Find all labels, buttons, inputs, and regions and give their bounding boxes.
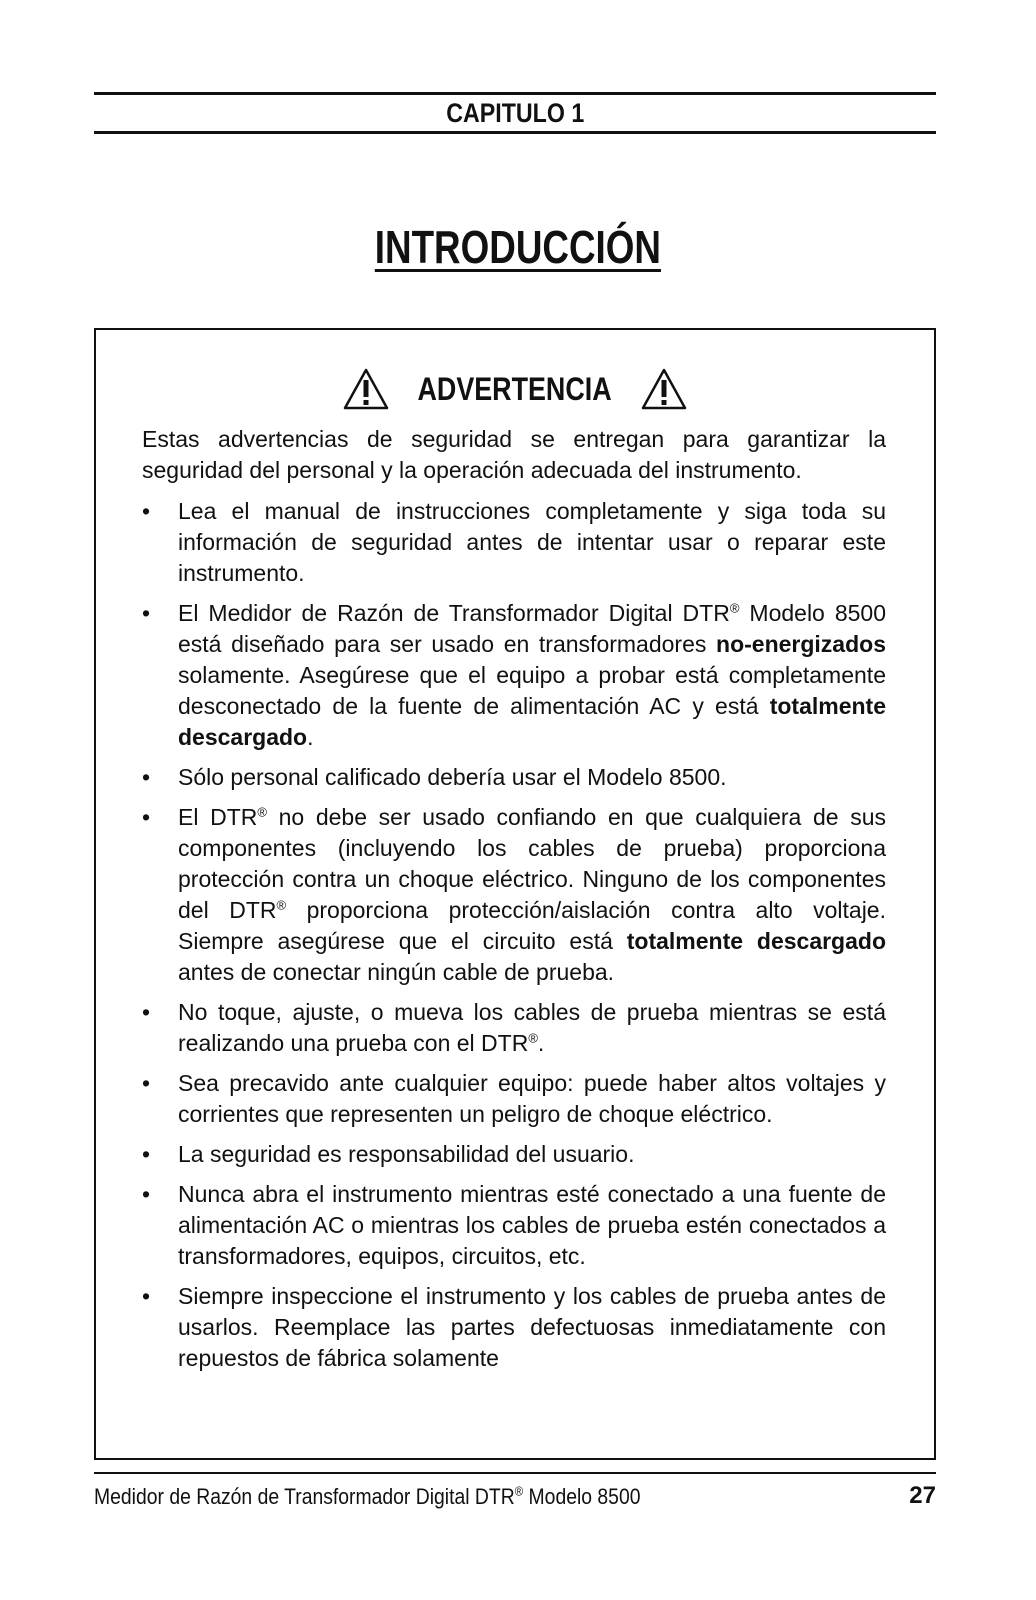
emphasis-text: totalmente descargado [626,928,886,954]
warning-heading: ADVERTENCIA [417,370,613,407]
bullet-icon: • [142,1141,151,1167]
footer-title: Medidor de Razón de Transformador Digital DTR® Modelo 8500 [94,1483,641,1509]
emphasis-text: no-energizados [716,631,886,657]
registered-mark: ® [729,600,740,616]
warning-intro: Estas advertencias de seguridad se entregan para garantizar la seguridad del personal y la operación adecuada del instrumento. [142,426,886,483]
page-footer [94,1472,936,1516]
list-item: • Siempre inspeccione el instrumento y los cables de prueba antes de usarlos. Reemplace las partes defectuosas inmediatamente con repuestos de fábrica solamente [142,1283,886,1371]
warning-content [142,424,886,1383]
bullet-icon: • [142,804,151,830]
list-item: • Lea el manual de instrucciones completamente y siga toda su información de seguridad antes de intentar usar o reparar este instrumento. [142,498,886,586]
page-title-text: INTRODUCCIÓN [374,221,662,273]
list-item: • La seguridad es responsabilidad del usuario. [142,1139,886,1170]
list-item: • Sea precavido ante cualquier equipo: puede haber altos voltajes y corrientes que representen un peligro de choque eléctrico. [142,1070,886,1127]
warning-box [94,328,936,1460]
bullet-icon: • [142,1070,151,1096]
list-item: • El Medidor de Razón de Transformador Digital DTR® Modelo 8500 está diseñado para ser usado en transformadores no-energizados solamente. Asegúrese que el equipo a probar está completamente desconectado de la fuente de alimentación AC y está totalmente descargado. [142,600,886,750]
list-item: • Nunca abra el instrumento mientras esté conectado a una fuente de alimentación AC o mientras los cables de prueba estén conectados a transformadores, equipos, circuitos, etc. [142,1181,886,1269]
bullet-icon: • [142,764,151,790]
warning-triangle-icon [641,368,687,410]
emphasis-text: totalmente descargado [178,693,886,750]
warning-list [142,496,886,1374]
bullet-icon: • [142,1181,151,1207]
list-item: • Sólo personal calificado debería usar el Modelo 8500. [142,762,886,793]
registered-mark: ® [514,1483,524,1499]
registered-mark: ® [528,1030,538,1046]
chapter-label: CAPITULO 1 [445,97,585,128]
list-item: • No toque, ajuste, o mueva los cables de prueba mientras se está realizando una prueba con el DTR®. [142,999,886,1056]
chapter-header [94,92,936,134]
bullet-icon: • [142,1283,151,1309]
list-item: • El DTR® no debe ser usado confiando en que cualquiera de sus componentes (incluyendo los cables de prueba) proporciona protección contra un choque eléctrico. Ninguno de los componentes del DTR® proporciona protección/aislación contra alto voltaje. Siempre asegúrese que el circuito está totalmente descargado antes de conectar ningún cable de prueba. [142,804,886,985]
warning-triangle-icon [343,368,389,410]
bullet-icon: • [142,999,151,1025]
bullet-icon: • [142,600,151,626]
page-title [0,220,1036,274]
warning-header [96,368,934,410]
bullet-icon: • [142,498,151,524]
registered-mark: ® [257,804,267,820]
registered-mark: ® [276,897,287,913]
page-number: 27 [909,1482,936,1509]
